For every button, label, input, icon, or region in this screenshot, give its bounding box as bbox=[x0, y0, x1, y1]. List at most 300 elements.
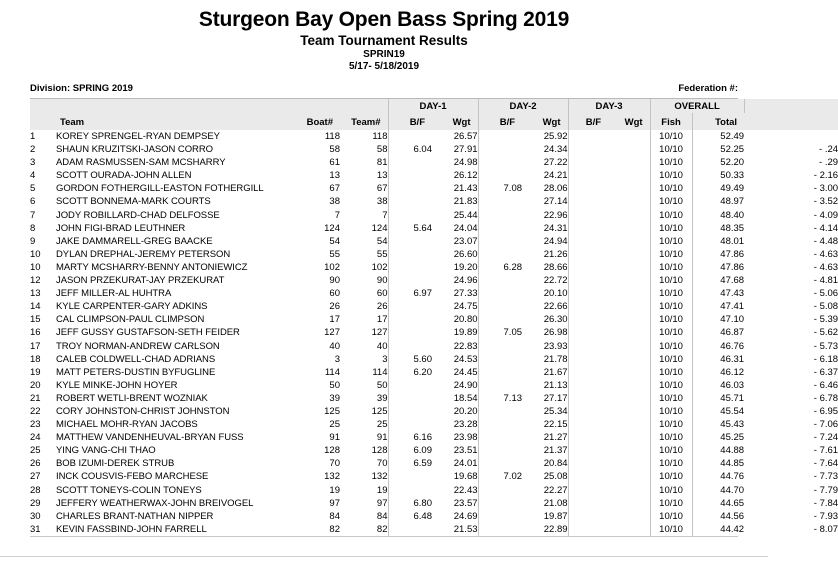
cell-d2-bf bbox=[478, 209, 522, 222]
cell-d2-bf bbox=[478, 418, 522, 431]
group-blank-team bbox=[56, 99, 292, 113]
cell-d3-wgt bbox=[608, 523, 650, 536]
title-block bbox=[0, 0, 768, 73]
cell-behind: - 5.73 bbox=[813, 340, 838, 352]
cell-rank: 19 bbox=[30, 366, 41, 378]
cell-total: 52.49 bbox=[692, 130, 744, 143]
cell-d3-bf bbox=[568, 300, 608, 313]
cell-rank: 3 bbox=[30, 157, 36, 169]
cell-d1-wgt: 23.51 bbox=[453, 445, 478, 457]
cell-d1-wgt: 24.90 bbox=[453, 379, 478, 391]
tournament-dates: 5/17- 5/18/2019 bbox=[348, 61, 420, 72]
cell-d2-wgt: 21.67 bbox=[543, 366, 568, 378]
cell-d1-wgt: 27.33 bbox=[453, 288, 478, 300]
cell-team: CORY JOHNSTON-CHRIST JOHNSTON bbox=[56, 405, 230, 417]
col-boat: Boat# bbox=[292, 113, 340, 130]
cell-behind bbox=[744, 130, 838, 143]
cell-d2-wgt: 26.98 bbox=[543, 327, 568, 339]
cell-behind: - 6.37 bbox=[813, 366, 838, 378]
cell-d1-bf: 6.16 bbox=[388, 431, 432, 444]
table-row bbox=[30, 274, 838, 287]
cell-d1-bf: 6.97 bbox=[388, 287, 432, 300]
cell-team: ADAM RASMUSSEN-SAM MCSHARRY bbox=[56, 157, 226, 169]
col-day3-wgt: Wgt bbox=[608, 113, 650, 130]
cell-d3-wgt bbox=[608, 287, 650, 300]
cell-d3-wgt bbox=[608, 431, 650, 444]
cell-d3-bf bbox=[568, 222, 608, 235]
cell-boat: 13 bbox=[329, 170, 340, 182]
cell-d1-bf bbox=[388, 169, 432, 182]
table-row bbox=[30, 484, 838, 497]
cell-d1-bf: 6.04 bbox=[388, 143, 432, 156]
cell-rank: 30 bbox=[30, 510, 41, 522]
cell-d1-wgt: 21.43 bbox=[453, 183, 478, 195]
cell-d2-bf bbox=[478, 143, 522, 156]
cell-d2-wgt: 21.13 bbox=[543, 379, 568, 391]
cell-team: KYLE CARPENTER-GARY ADKINS bbox=[56, 301, 208, 313]
table-row bbox=[30, 497, 838, 510]
cell-rank: 24 bbox=[30, 432, 41, 444]
cell-total: 44.56 bbox=[692, 510, 744, 523]
cell-boat: 124 bbox=[324, 222, 340, 234]
tournament-code: SPRIN19 bbox=[363, 49, 405, 60]
group-day2: DAY-2 bbox=[478, 99, 568, 113]
cell-rank: 12 bbox=[30, 275, 41, 287]
group-overall: OVERALL bbox=[650, 99, 744, 113]
cell-d3-bf bbox=[568, 235, 608, 248]
cell-team-no: 124 bbox=[371, 222, 388, 234]
cell-d1-wgt: 24.45 bbox=[453, 366, 478, 378]
cell-fish: 10/10 bbox=[650, 182, 692, 195]
cell-behind: - 7.93 bbox=[813, 510, 838, 522]
cell-fish: 10/10 bbox=[650, 143, 692, 156]
page-title: Sturgeon Bay Open Bass Spring 2019 bbox=[198, 8, 570, 31]
group-blank-teamno bbox=[340, 99, 388, 113]
cell-d3-bf bbox=[568, 169, 608, 182]
cell-d2-wgt: 25.34 bbox=[543, 405, 568, 417]
cell-d2-bf bbox=[478, 431, 522, 444]
table-row bbox=[30, 523, 838, 536]
cell-total: 44.70 bbox=[692, 484, 744, 497]
cell-total: 52.25 bbox=[692, 143, 744, 156]
cell-d3-wgt bbox=[608, 130, 650, 143]
cell-fish: 10/10 bbox=[650, 248, 692, 261]
cell-boat: 61 bbox=[329, 157, 340, 169]
cell-boat: 3 bbox=[334, 353, 340, 365]
cell-boat: 19 bbox=[329, 484, 340, 496]
table-row bbox=[30, 156, 838, 169]
cell-d3-bf bbox=[568, 209, 608, 222]
cell-behind: - 7.61 bbox=[813, 445, 838, 457]
cell-team-no: 84 bbox=[376, 510, 388, 522]
group-blank-rank bbox=[30, 99, 56, 113]
cell-team-no: 81 bbox=[376, 157, 388, 169]
cell-boat: 40 bbox=[329, 340, 340, 352]
table-bottom-rule bbox=[30, 536, 738, 537]
cell-d2-wgt: 23.93 bbox=[543, 340, 568, 352]
cell-d3-bf bbox=[568, 392, 608, 405]
cell-total: 44.88 bbox=[692, 444, 744, 457]
cell-rank: 21 bbox=[30, 392, 41, 404]
cell-d2-wgt: 24.94 bbox=[543, 235, 568, 247]
cell-d1-bf bbox=[388, 182, 432, 195]
cell-d1-bf: 6.20 bbox=[388, 366, 432, 379]
cell-d3-bf bbox=[568, 418, 608, 431]
results-table bbox=[30, 99, 838, 536]
table-head bbox=[30, 99, 838, 130]
cell-boat: 26 bbox=[329, 301, 340, 313]
cell-rank: 20 bbox=[30, 379, 41, 391]
cell-team-no: 3 bbox=[382, 353, 388, 365]
cell-total: 45.71 bbox=[692, 392, 744, 405]
col-day2-bf: B/F bbox=[478, 113, 522, 130]
cell-team: JEFF MILLER-AL HUHTRA bbox=[56, 288, 172, 300]
cell-d1-wgt: 19.89 bbox=[453, 327, 478, 339]
col-team: Team bbox=[56, 113, 292, 130]
cell-d1-bf bbox=[388, 326, 432, 339]
cell-d2-bf bbox=[478, 523, 522, 536]
group-blank-behind bbox=[744, 99, 838, 113]
cell-total: 48.35 bbox=[692, 222, 744, 235]
cell-d2-wgt: 24.21 bbox=[543, 170, 568, 182]
cell-total: 47.41 bbox=[692, 300, 744, 313]
cell-d3-wgt bbox=[608, 156, 650, 169]
cell-boat: 128 bbox=[324, 445, 340, 457]
cell-d2-wgt: 25.92 bbox=[543, 131, 568, 142]
cell-fish: 10/10 bbox=[650, 444, 692, 457]
cell-total: 44.65 bbox=[692, 497, 744, 510]
results-table-wrap bbox=[30, 98, 838, 537]
cell-rank: 15 bbox=[30, 314, 41, 326]
cell-team: INCK COUSVIS-FEBO MARCHESE bbox=[56, 471, 209, 483]
cell-boat: 127 bbox=[324, 327, 340, 339]
cell-boat: 97 bbox=[329, 497, 340, 509]
cell-rank: 29 bbox=[30, 497, 41, 509]
cell-team: SHAUN KRUZITSKI-JASON CORRO bbox=[56, 144, 213, 156]
cell-boat: 60 bbox=[329, 288, 340, 300]
cell-fish: 10/10 bbox=[650, 510, 692, 523]
cell-d1-bf bbox=[388, 523, 432, 536]
cell-boat: 125 bbox=[324, 405, 340, 417]
cell-d2-bf bbox=[478, 235, 522, 248]
cell-d3-bf bbox=[568, 510, 608, 523]
cell-behind: - 7.73 bbox=[813, 471, 838, 483]
cell-d3-bf bbox=[568, 353, 608, 366]
cell-rank: 23 bbox=[30, 419, 41, 431]
table-row bbox=[30, 235, 838, 248]
cell-d1-wgt: 23.28 bbox=[453, 419, 478, 431]
cell-d1-bf: 5.60 bbox=[388, 353, 432, 366]
cell-fish: 10/10 bbox=[650, 484, 692, 497]
cell-behind: - 7.24 bbox=[813, 432, 838, 444]
cell-total: 52.20 bbox=[692, 156, 744, 169]
cell-team: JASON PRZEKURAT-JAY PRZEKURAT bbox=[56, 275, 225, 287]
cell-d2-wgt: 21.37 bbox=[543, 445, 568, 457]
cell-d1-wgt: 21.83 bbox=[453, 196, 478, 208]
cell-d2-bf bbox=[478, 248, 522, 261]
cell-d3-bf bbox=[568, 313, 608, 326]
cell-boat: 50 bbox=[329, 379, 340, 391]
cell-d3-bf bbox=[568, 143, 608, 156]
cell-d1-bf bbox=[388, 418, 432, 431]
cell-total: 46.87 bbox=[692, 326, 744, 339]
cell-d3-wgt bbox=[608, 209, 650, 222]
cell-team-no: 54 bbox=[376, 235, 388, 247]
cell-team-no: 40 bbox=[376, 340, 388, 352]
cell-d1-bf: 6.48 bbox=[388, 510, 432, 523]
cell-d3-bf bbox=[568, 156, 608, 169]
cell-d3-wgt bbox=[608, 392, 650, 405]
cell-total: 48.01 bbox=[692, 235, 744, 248]
cell-total: 49.49 bbox=[692, 182, 744, 195]
cell-d3-wgt bbox=[608, 195, 650, 208]
cell-d2-bf bbox=[478, 379, 522, 392]
cell-d2-bf: 7.02 bbox=[478, 470, 522, 483]
cell-team: JOHN FIGI-BRAD LEUTHNER bbox=[56, 222, 186, 234]
cell-rank: 10 bbox=[30, 261, 41, 273]
cell-d1-bf bbox=[388, 405, 432, 418]
cell-total: 46.12 bbox=[692, 366, 744, 379]
cell-boat: 90 bbox=[329, 275, 340, 287]
cell-fish: 10/10 bbox=[650, 431, 692, 444]
cell-behind: - 4.63 bbox=[813, 261, 838, 273]
cell-d2-bf bbox=[478, 156, 522, 169]
col-rank bbox=[30, 113, 56, 130]
cell-d2-wgt: 27.14 bbox=[543, 196, 568, 208]
cell-boat: 54 bbox=[329, 235, 340, 247]
cell-d3-bf bbox=[568, 457, 608, 470]
cell-d2-bf bbox=[478, 169, 522, 182]
table-row bbox=[30, 470, 838, 483]
cell-total: 45.54 bbox=[692, 405, 744, 418]
cell-fish: 10/10 bbox=[650, 261, 692, 274]
cell-behind: - 5.08 bbox=[813, 301, 838, 313]
cell-team: JAKE DAMMARELL-GREG BAACKE bbox=[56, 235, 213, 247]
col-day3-bf: B/F bbox=[568, 113, 608, 130]
cell-d3-bf bbox=[568, 195, 608, 208]
table-row bbox=[30, 392, 838, 405]
cell-total: 47.86 bbox=[692, 261, 744, 274]
cell-team: BOB IZUMI-DEREK STRUB bbox=[56, 458, 175, 470]
cell-d1-bf: 5.64 bbox=[388, 222, 432, 235]
cell-boat: 118 bbox=[324, 131, 340, 142]
group-day3: DAY-3 bbox=[568, 99, 650, 113]
cell-team-no: 118 bbox=[372, 131, 388, 142]
col-behind bbox=[744, 113, 838, 130]
cell-fish: 10/10 bbox=[650, 274, 692, 287]
cell-d2-wgt: 21.08 bbox=[543, 497, 568, 509]
cell-d1-bf bbox=[388, 313, 432, 326]
cell-d3-bf bbox=[568, 379, 608, 392]
cell-rank: 9 bbox=[30, 235, 36, 247]
cell-d3-wgt bbox=[608, 457, 650, 470]
cell-d2-wgt: 26.30 bbox=[543, 314, 568, 326]
cell-behind: - 7.64 bbox=[813, 458, 838, 470]
group-blank-boat bbox=[292, 99, 340, 113]
cell-d3-bf bbox=[568, 182, 608, 195]
table-row bbox=[30, 340, 838, 353]
cell-boat: 114 bbox=[324, 366, 340, 378]
table-row bbox=[30, 287, 838, 300]
cell-fish: 10/10 bbox=[650, 313, 692, 326]
cell-total: 47.86 bbox=[692, 248, 744, 261]
cell-d1-bf bbox=[388, 209, 432, 222]
cell-team: MICHAEL MOHR-RYAN JACOBS bbox=[56, 419, 198, 431]
cell-team: GORDON FOTHERGILL-EASTON FOTHERGILL bbox=[56, 183, 264, 195]
cell-team: CALEB COLDWELL-CHAD ADRIANS bbox=[56, 353, 216, 365]
cell-d1-wgt: 24.96 bbox=[453, 275, 478, 287]
cell-behind: - 7.06 bbox=[813, 419, 838, 431]
cell-rank: 10 bbox=[30, 248, 41, 260]
cell-d2-wgt: 22.89 bbox=[543, 523, 568, 535]
cell-d1-bf bbox=[388, 156, 432, 169]
table-row bbox=[30, 418, 838, 431]
cell-d3-bf bbox=[568, 431, 608, 444]
cell-d1-bf bbox=[388, 300, 432, 313]
cell-team: DYLAN DREPHAL-JEREMY PETERSON bbox=[56, 248, 231, 260]
cell-boat: 38 bbox=[329, 196, 340, 208]
cell-behind: - .24 bbox=[819, 144, 838, 156]
table-row bbox=[30, 130, 838, 143]
cell-d3-wgt bbox=[608, 497, 650, 510]
col-day1-bf: B/F bbox=[388, 113, 432, 130]
cell-team-no: 90 bbox=[376, 275, 388, 287]
cell-fish: 10/10 bbox=[650, 470, 692, 483]
cell-d3-wgt bbox=[608, 379, 650, 392]
cell-boat: 102 bbox=[324, 261, 340, 273]
cell-total: 44.76 bbox=[692, 470, 744, 483]
cell-d2-wgt: 21.27 bbox=[543, 432, 568, 444]
cell-d1-wgt: 24.98 bbox=[453, 157, 478, 169]
cell-d2-bf: 7.08 bbox=[478, 182, 522, 195]
cell-rank: 28 bbox=[30, 484, 41, 496]
cell-d2-wgt: 25.08 bbox=[543, 471, 568, 483]
cell-d1-wgt: 24.01 bbox=[453, 458, 478, 470]
cell-d3-wgt bbox=[608, 222, 650, 235]
cell-d2-wgt: 22.72 bbox=[543, 275, 568, 287]
table-row bbox=[30, 313, 838, 326]
cell-d1-wgt: 23.98 bbox=[453, 432, 478, 444]
table-row bbox=[30, 379, 838, 392]
cell-behind: - 6.46 bbox=[813, 379, 838, 391]
cell-team-no: 25 bbox=[376, 419, 388, 431]
cell-behind: - 6.78 bbox=[813, 392, 838, 404]
cell-fish: 10/10 bbox=[650, 169, 692, 182]
cell-rank: 1 bbox=[30, 131, 36, 142]
cell-fish: 10/10 bbox=[650, 300, 692, 313]
cell-d3-bf bbox=[568, 366, 608, 379]
cell-d3-wgt bbox=[608, 484, 650, 497]
cell-boat: 25 bbox=[329, 419, 340, 431]
cell-fish: 10/10 bbox=[650, 287, 692, 300]
cell-d3-bf bbox=[568, 523, 608, 536]
cell-d3-bf bbox=[568, 405, 608, 418]
cell-d3-wgt bbox=[608, 274, 650, 287]
cell-total: 48.97 bbox=[692, 195, 744, 208]
cell-total: 45.43 bbox=[692, 418, 744, 431]
cell-fish: 10/10 bbox=[650, 497, 692, 510]
cell-d3-wgt bbox=[608, 470, 650, 483]
cell-d1-wgt: 26.12 bbox=[453, 170, 478, 182]
table-row bbox=[30, 182, 838, 195]
cell-d2-bf: 7.05 bbox=[478, 326, 522, 339]
page-subtitle: Team Tournament Results bbox=[300, 33, 468, 48]
cell-rank: 31 bbox=[30, 523, 41, 535]
cell-fish: 10/10 bbox=[650, 235, 692, 248]
cell-d2-bf bbox=[478, 300, 522, 313]
table-row bbox=[30, 209, 838, 222]
cell-team-no: 82 bbox=[376, 523, 388, 535]
cell-fish: 10/10 bbox=[650, 195, 692, 208]
cell-boat: 55 bbox=[329, 248, 340, 260]
cell-fish: 10/10 bbox=[650, 379, 692, 392]
group-header-row bbox=[30, 99, 838, 113]
table-row bbox=[30, 326, 838, 339]
cell-team: ROBERT WETLI-BRENT WOZNIAK bbox=[56, 392, 208, 404]
table-row bbox=[30, 222, 838, 235]
cell-total: 45.25 bbox=[692, 431, 744, 444]
cell-total: 50.33 bbox=[692, 169, 744, 182]
table-row bbox=[30, 195, 838, 208]
cell-d2-wgt: 22.66 bbox=[543, 301, 568, 313]
cell-d1-bf bbox=[388, 248, 432, 261]
col-day1-wgt: Wgt bbox=[432, 113, 478, 130]
cell-d1-wgt: 19.68 bbox=[453, 471, 478, 483]
cell-d3-wgt bbox=[608, 510, 650, 523]
col-day2-wgt: Wgt bbox=[522, 113, 568, 130]
cell-behind: - 4.14 bbox=[813, 222, 838, 234]
cell-d3-bf bbox=[568, 444, 608, 457]
cell-team-no: 132 bbox=[371, 471, 388, 483]
cell-d1-wgt: 27.91 bbox=[453, 144, 478, 156]
cell-d3-wgt bbox=[608, 326, 650, 339]
cell-d1-wgt: 24.53 bbox=[453, 353, 478, 365]
cell-team-no: 7 bbox=[382, 209, 388, 221]
cell-behind: - 3.00 bbox=[813, 183, 838, 195]
cell-team-no: 97 bbox=[376, 497, 388, 509]
cell-team: SCOTT TONEYS-COLIN TONEYS bbox=[56, 484, 202, 496]
cell-d3-wgt bbox=[608, 444, 650, 457]
cell-behind: - 4.48 bbox=[813, 235, 838, 247]
cell-d1-wgt: 24.04 bbox=[453, 222, 478, 234]
cell-rank: 7 bbox=[30, 209, 36, 221]
cell-d3-bf bbox=[568, 130, 608, 143]
table-row bbox=[30, 366, 838, 379]
cell-rank: 5 bbox=[30, 183, 36, 195]
cell-d2-bf bbox=[478, 313, 522, 326]
cell-rank: 4 bbox=[30, 170, 36, 182]
cell-team-no: 128 bbox=[371, 445, 388, 457]
cell-team: KEVIN FASSBIND-JOHN FARRELL bbox=[56, 523, 207, 535]
cell-team: YING VANG-CHI THAO bbox=[56, 445, 156, 457]
cell-d2-bf bbox=[478, 444, 522, 457]
cell-d2-bf: 6.28 bbox=[478, 261, 522, 274]
cell-d3-wgt bbox=[608, 182, 650, 195]
cell-d1-wgt: 23.07 bbox=[453, 235, 478, 247]
cell-d1-wgt: 24.75 bbox=[453, 301, 478, 313]
cell-behind: - 7.79 bbox=[813, 484, 838, 496]
cell-team: JODY ROBILLARD-CHAD DELFOSSE bbox=[56, 209, 220, 221]
cell-d2-wgt: 22.27 bbox=[543, 484, 568, 496]
cell-d2-bf: 7.13 bbox=[478, 392, 522, 405]
cell-d2-bf bbox=[478, 405, 522, 418]
cell-d2-wgt: 28.66 bbox=[543, 261, 568, 273]
table-row bbox=[30, 510, 838, 523]
cell-rank: 17 bbox=[30, 340, 41, 352]
cell-d3-bf bbox=[568, 287, 608, 300]
cell-d3-wgt bbox=[608, 169, 650, 182]
cell-team-no: 125 bbox=[371, 405, 388, 417]
